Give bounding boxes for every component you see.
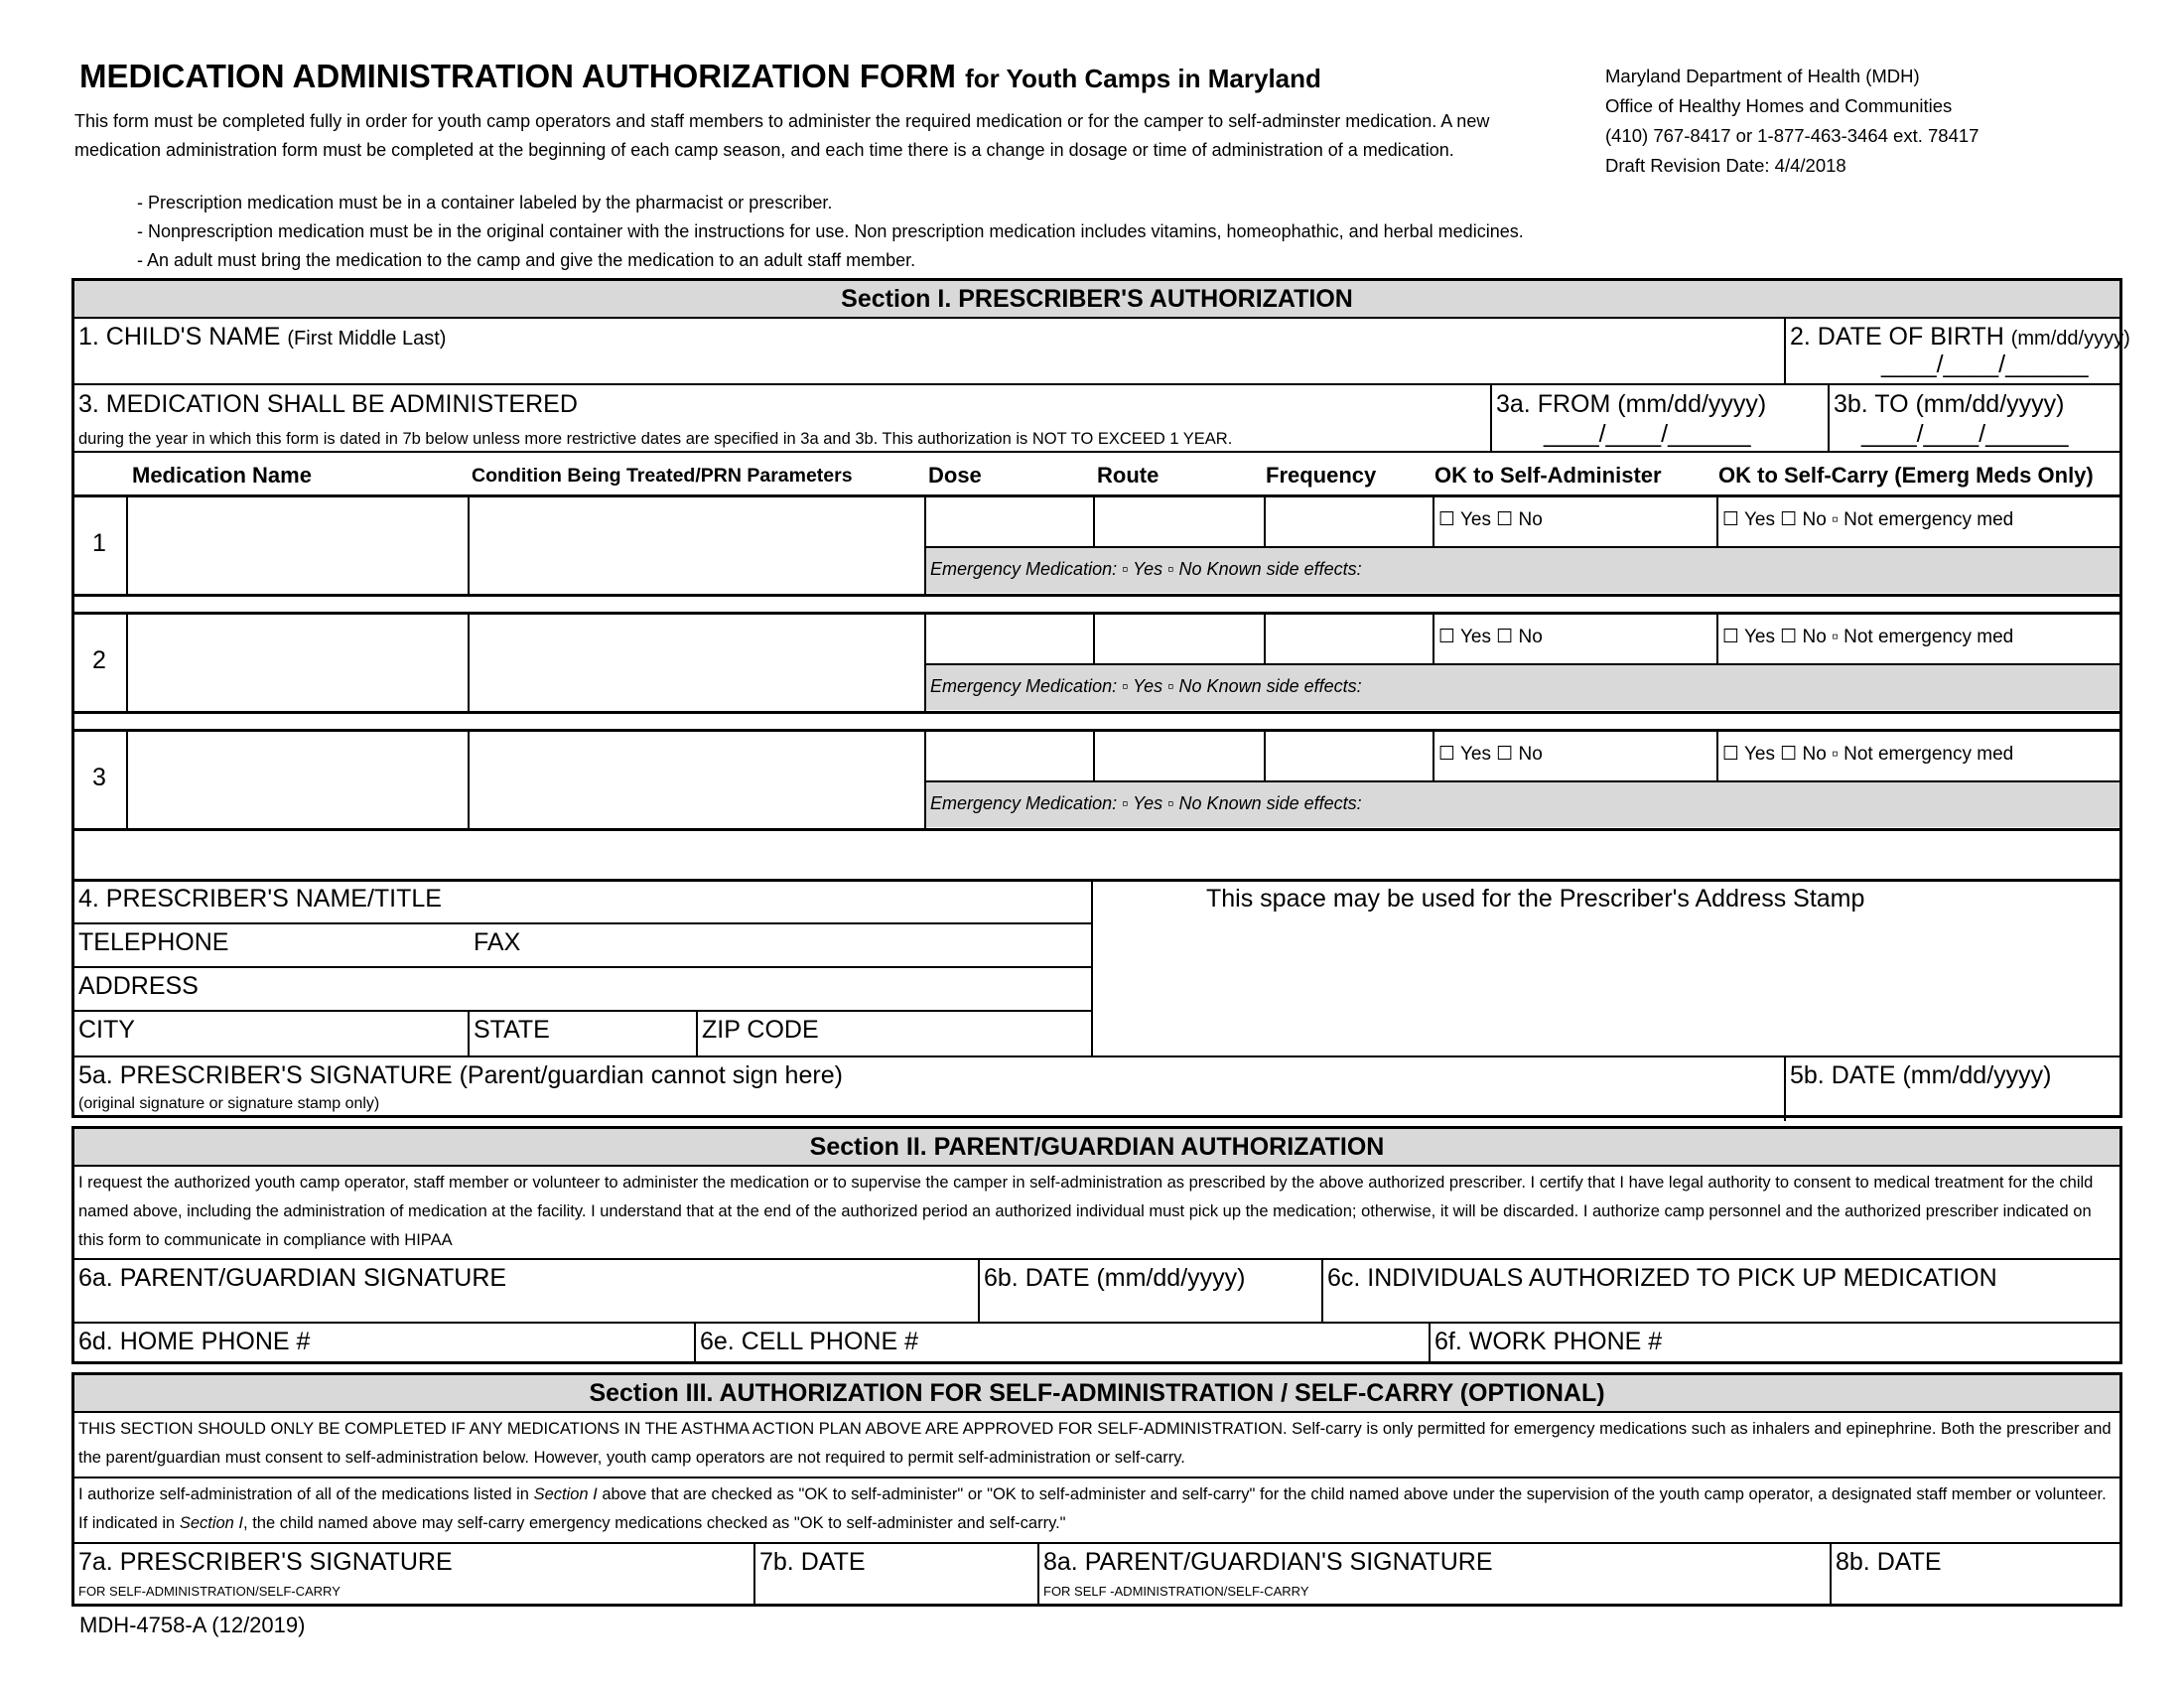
telephone-label: TELEPHONE: [78, 928, 229, 956]
parent-date-label: 6b. DATE (mm/dd/yyyy): [984, 1264, 1246, 1292]
self-admin-date7-label: 7b. DATE: [759, 1548, 866, 1576]
home-phone-label: 6d. HOME PHONE #: [78, 1328, 311, 1355]
section1-header: Section I. PRESCRIBER'S AUTHORIZATION: [74, 281, 2119, 319]
cell-phone-label: 6e. CELL PHONE #: [700, 1328, 919, 1355]
col-condition: Condition Being Treated/PRN Parameters: [472, 465, 853, 487]
self-admin-warning-text: THIS SECTION SHOULD ONLY BE COMPLETED IF ANY MEDICATIONS IN THE ASTHMA ACTION PLAN ABOVE ARE APPROVED FOR SELF-ADMINISTRATION. Self-carry is only permitted for emergency medications such as inhalers and epinephrine. Both the prescriber and the parent/guardian must consent to self-administration below. However, youth camp operators are not required to permit self-administration or self-carry.: [78, 1420, 2112, 1467]
address-stamp-area[interactable]: [1097, 926, 2119, 1052]
title-sub: for Youth Camps in Maryland: [965, 64, 1321, 93]
med1-route-field[interactable]: [1097, 499, 1260, 543]
self-admin-date8-label: 8b. DATE: [1836, 1548, 1942, 1576]
med3-self-admin-checkboxes[interactable]: ☐ Yes ☐ No: [1438, 744, 1543, 765]
agency-phone: (410) 767-8417 or 1-877-463-3464 ext. 78417: [1605, 125, 1979, 146]
col-dose: Dose: [928, 463, 982, 488]
dob-label: [1790, 323, 2130, 352]
med1-name-field[interactable]: [130, 499, 464, 589]
med3-frequency-field[interactable]: [1268, 734, 1429, 777]
work-phone-label: 6f. WORK PHONE #: [1434, 1328, 1663, 1355]
med3-emergency-line[interactable]: Emergency Medication: ▫ Yes ▫ No Known side effects:: [930, 793, 1362, 813]
section3-header: Section III. AUTHORIZATION FOR SELF-ADMINISTRATION / SELF-CARRY (OPTIONAL): [74, 1375, 2119, 1413]
dob-hint: (mm/dd/yyyy): [2010, 328, 2130, 350]
med3-name-field[interactable]: [130, 734, 464, 823]
agency-name: Maryland Department of Health (MDH): [1605, 66, 1920, 86]
section2-header: Section II. PARENT/GUARDIAN AUTHORIZATION: [74, 1129, 2119, 1167]
bullet-adult: - An adult must bring the medication to the camp and give the medication to an adult staff member.: [137, 250, 916, 270]
agency-info: [1605, 62, 1979, 181]
self-admin-authorization-text: I authorize self-administration of all of the medications listed in Section I above that are checked as "OK to self-administer" or "OK to self-administer and self-carry" for the child named above under the supervision of the youth camp operator, a designated staff member or volunteer. If indicated in Section I, the child named above may self-carry emergency medications checked as "OK to self-administer and self-carry.": [78, 1485, 2107, 1532]
revision-date: Draft Revision Date: 4/4/2018: [1605, 155, 1846, 176]
med1-self-carry-checkboxes[interactable]: ☐ Yes ☐ No ▫ Not emergency med: [1722, 509, 2014, 530]
parent-signature-label: 6a. PARENT/GUARDIAN SIGNATURE: [78, 1264, 507, 1292]
med-row-number: 3: [92, 764, 106, 791]
child-name-text: 1. CHILD'S NAME: [78, 323, 281, 351]
bullet-nonprescription: - Nonprescription medication must be in the original container with the instructions for use. Non prescription medication includes vitamins, homeophathic, and herbal medicines.: [137, 221, 1524, 241]
med2-self-carry-checkboxes[interactable]: ☐ Yes ☐ No ▫ Not emergency med: [1722, 627, 2014, 647]
med3-condition-field[interactable]: [472, 734, 920, 823]
section-parent: [71, 1126, 2122, 1364]
administered-note: during the year in which this form is dated in 7b below unless more restrictive dates are specified in 3a and 3b. This authorization is NOT TO EXCEED 1 YEAR.: [78, 430, 1233, 448]
col-route: Route: [1097, 463, 1160, 488]
intro-text: This form must be completed fully in order for youth camp operators and staff members to administer the required medication or for the camper to self-adminster medication. A new medication administration form must be completed at the beginning of each camp season, and each time there is a change in dosage or time of administration of a medication.: [74, 111, 1490, 160]
child-name-hint: (First Middle Last): [287, 328, 447, 350]
bullet-prescription: - Prescription medication must be in a container labeled by the pharmacist or prescriber.: [137, 193, 833, 212]
med2-frequency-field[interactable]: [1268, 617, 1429, 660]
med2-self-admin-checkboxes[interactable]: ☐ Yes ☐ No: [1438, 627, 1543, 647]
med2-name-field[interactable]: [130, 617, 464, 706]
form-title: [79, 58, 1321, 95]
agency-office: Office of Healthy Homes and Communities: [1605, 95, 1953, 116]
section-self-administration: [71, 1372, 2122, 1607]
child-name-field[interactable]: [78, 352, 1780, 382]
parent-consent-text: I request the authorized youth camp operator, staff member or volunteer to administer the medication or to supervise the camper in self-administration as prescribed by the above authorized prescriber. I certify that I have legal authority to consent to medical treatment for the child named above, including the administration of medication at the facility. I understand that at the end of the authorized period an authorized individual must pick up the medication; otherwise, it will be discarded. I authorize camp personnel and the authorized prescriber indicated on this form to communicate in compliance with HIPAA: [78, 1174, 2094, 1249]
med3-self-carry-checkboxes[interactable]: ☐ Yes ☐ No ▫ Not emergency med: [1722, 744, 2014, 765]
med1-emergency-line[interactable]: Emergency Medication: ▫ Yes ▫ No Known side effects:: [930, 559, 1362, 579]
title-main: MEDICATION ADMINISTRATION AUTHORIZATION FORM: [79, 58, 956, 94]
med1-condition-field[interactable]: [472, 499, 920, 589]
col-frequency: Frequency: [1266, 463, 1377, 488]
med2-route-field[interactable]: [1097, 617, 1260, 660]
pickup-individuals-label: 6c. INDIVIDUALS AUTHORIZED TO PICK UP MEDICATION: [1327, 1264, 1997, 1292]
prescriber-signature-note: (original signature or signature stamp only): [78, 1095, 380, 1112]
fax-label: FAX: [474, 928, 521, 956]
med3-route-field[interactable]: [1097, 734, 1260, 777]
section-prescriber: [71, 278, 2130, 1118]
address-stamp-note: This space may be used for the Prescriber's Address Stamp: [1206, 885, 1865, 913]
med2-dose-field[interactable]: [928, 617, 1089, 660]
dob-field[interactable]: ____/____/______: [1881, 351, 2089, 378]
zip-label: ZIP CODE: [702, 1016, 819, 1044]
child-name-label: [78, 323, 446, 352]
form-number: MDH-4758-A (12/2019): [79, 1613, 306, 1637]
col-medication-name: Medication Name: [132, 463, 312, 488]
dob-text: 2. DATE OF BIRTH: [1790, 323, 2004, 351]
city-label: CITY: [78, 1016, 135, 1044]
med-row-number: 2: [92, 646, 106, 674]
med1-self-admin-checkboxes[interactable]: ☐ Yes ☐ No: [1438, 509, 1543, 530]
state-label: STATE: [474, 1016, 550, 1044]
self-admin-parent-sig-label: 8a. PARENT/GUARDIAN'S SIGNATURE: [1043, 1548, 1493, 1576]
from-label: 3a. FROM (mm/dd/yyyy): [1496, 390, 1767, 418]
prescriber-signature-label: 5a. PRESCRIBER'S SIGNATURE (Parent/guardian cannot sign here): [78, 1061, 843, 1089]
col-self-carry: OK to Self-Carry (Emerg Meds Only): [1718, 463, 2094, 488]
med1-frequency-field[interactable]: [1268, 499, 1429, 543]
col-self-administer: OK to Self-Administer: [1434, 463, 1662, 488]
self-admin-prescriber-sig-label: 7a. PRESCRIBER'S SIGNATURE: [78, 1548, 453, 1576]
self-admin-parent-sub: FOR SELF -ADMINISTRATION/SELF-CARRY: [1043, 1584, 1309, 1599]
to-field[interactable]: ____/____/______: [1861, 420, 2069, 448]
med2-emergency-line[interactable]: Emergency Medication: ▫ Yes ▫ No Known side effects:: [930, 676, 1362, 696]
self-admin-prescriber-sub: FOR SELF-ADMINISTRATION/SELF-CARRY: [78, 1584, 341, 1599]
prescriber-name-label: 4. PRESCRIBER'S NAME/TITLE: [78, 885, 442, 913]
med-row-number: 1: [92, 529, 106, 557]
med3-dose-field[interactable]: [928, 734, 1089, 777]
signature-date-label: 5b. DATE (mm/dd/yyyy): [1790, 1061, 2052, 1089]
to-label: 3b. TO (mm/dd/yyyy): [1834, 390, 2065, 418]
med2-condition-field[interactable]: [472, 617, 920, 706]
from-field[interactable]: ____/____/______: [1544, 420, 1751, 448]
address-label: ADDRESS: [78, 972, 199, 1000]
prescriber-signature-field[interactable]: [78, 1090, 1776, 1112]
administered-label: 3. MEDICATION SHALL BE ADMINISTERED: [78, 390, 578, 418]
med1-dose-field[interactable]: [928, 499, 1089, 543]
